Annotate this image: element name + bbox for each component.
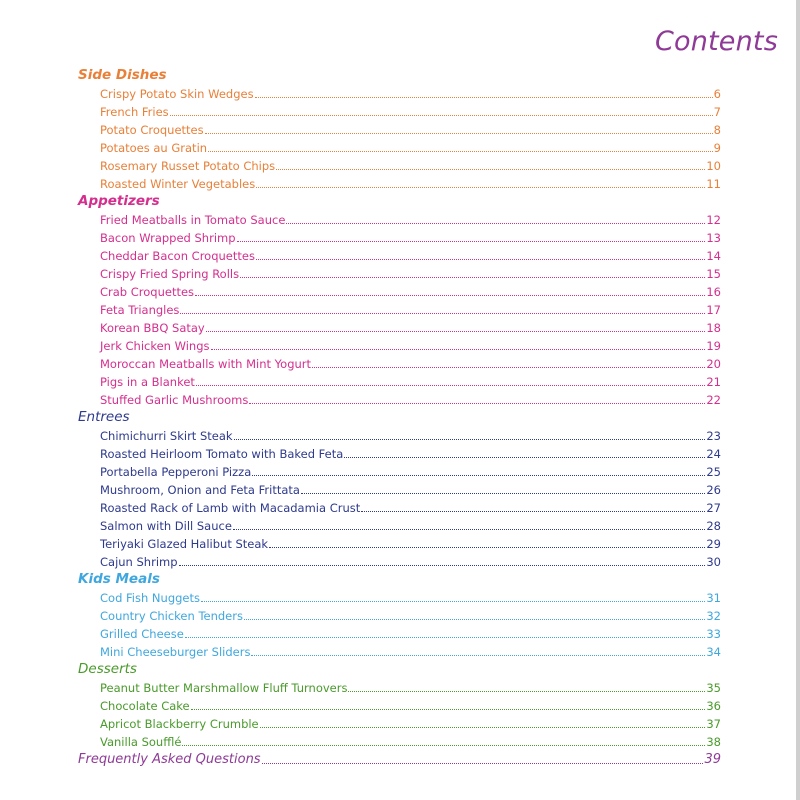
entry-label: Stuffed Garlic Mushrooms: [100, 393, 249, 407]
dot-leader: [276, 169, 705, 170]
page-number: 24: [706, 447, 721, 461]
toc-entry[interactable]: [78, 714, 721, 732]
toc-entry[interactable]: [78, 516, 721, 534]
dot-leader: [361, 511, 705, 512]
entry-label: Crab Croquettes: [100, 285, 195, 299]
toc-entry[interactable]: [78, 552, 721, 570]
entry-label: Potato Croquettes: [100, 123, 204, 137]
entry-label: Crispy Potato Skin Wedges: [100, 87, 254, 101]
toc-entry[interactable]: [78, 174, 721, 192]
entry-label: Teriyaki Glazed Halibut Steak: [100, 537, 269, 551]
toc-entry[interactable]: [78, 588, 721, 606]
entry-label: Korean BBQ Satay: [100, 321, 205, 335]
page-number: 37: [706, 717, 721, 731]
page-number: 29: [706, 537, 721, 551]
section-header: Entrees: [78, 409, 130, 425]
dot-leader: [170, 115, 713, 116]
toc-entry[interactable]: [78, 732, 721, 750]
dot-leader: [240, 277, 705, 278]
page-number: 19: [706, 339, 721, 353]
entry-label: Frequently Asked Questions: [78, 752, 261, 767]
toc-entry[interactable]: [78, 246, 721, 264]
section-header: Appetizers: [78, 193, 160, 209]
section-header: Desserts: [78, 661, 137, 677]
entry-label: Cheddar Bacon Croquettes: [100, 249, 255, 263]
entry-label: Potatoes au Gratin: [100, 141, 208, 155]
dot-leader: [182, 745, 705, 746]
entry-label: Roasted Heirloom Tomato with Baked Feta: [100, 447, 344, 461]
dot-leader: [234, 439, 706, 440]
page-number: 31: [706, 591, 721, 605]
toc-entry[interactable]: [78, 210, 721, 228]
dot-leader: [211, 349, 706, 350]
dot-leader: [208, 151, 713, 152]
toc-entry[interactable]: [78, 354, 721, 372]
page-number: 33: [706, 627, 721, 641]
entry-label: Cod Fish Nuggets: [100, 591, 200, 605]
entry-label: Jerk Chicken Wings: [100, 339, 210, 353]
entry-label: Roasted Winter Vegetables: [100, 177, 256, 191]
dot-leader: [180, 313, 705, 314]
toc-entry-faq[interactable]: [78, 750, 721, 768]
entry-label: Grilled Cheese: [100, 627, 184, 641]
dot-leader: [206, 331, 706, 332]
dot-leader: [191, 709, 706, 710]
dot-leader: [244, 619, 705, 620]
dot-leader: [348, 691, 705, 692]
section-header: Side Dishes: [78, 67, 167, 83]
page-number: 25: [706, 465, 721, 479]
toc-entry[interactable]: [78, 138, 721, 156]
dot-leader: [269, 547, 705, 548]
entry-label: Bacon Wrapped Shrimp: [100, 231, 236, 245]
toc-entry[interactable]: [78, 624, 721, 642]
entry-label: Portabella Pepperoni Pizza: [100, 465, 252, 479]
entry-label: Moroccan Meatballs with Mint Yogurt: [100, 357, 312, 371]
page-title: Contents: [654, 26, 778, 57]
dot-leader: [256, 259, 705, 260]
page-number: 35: [706, 681, 721, 695]
dot-leader: [233, 529, 705, 530]
toc-entry[interactable]: [78, 534, 721, 552]
dot-leader: [344, 457, 705, 458]
entry-label: Cajun Shrimp: [100, 555, 178, 569]
page-number: 6: [713, 87, 721, 101]
dot-leader: [301, 493, 705, 494]
dot-leader: [205, 133, 713, 134]
toc-entry[interactable]: [78, 498, 721, 516]
entry-label: Chimichurri Skirt Steak: [100, 429, 233, 443]
page-number: 27: [706, 501, 721, 515]
page-number: 15: [706, 267, 721, 281]
toc-entry[interactable]: [78, 480, 721, 498]
page-number: 30: [706, 555, 721, 569]
toc-entry[interactable]: [78, 318, 721, 336]
section-desserts: [78, 660, 721, 750]
entry-label: Chocolate Cake: [100, 699, 190, 713]
toc-entry[interactable]: [78, 336, 721, 354]
page-number: 21: [706, 375, 721, 389]
page-number: 26: [706, 483, 721, 497]
dot-leader: [201, 601, 705, 602]
page-number: 16: [706, 285, 721, 299]
dot-leader: [312, 367, 705, 368]
page-number: 39: [704, 752, 721, 767]
page-number: 10: [706, 159, 721, 173]
page-number: 32: [706, 609, 721, 623]
page-number: 18: [706, 321, 721, 335]
page-number: 20: [706, 357, 721, 371]
entry-label: Mushroom, Onion and Feta Frittata: [100, 483, 300, 497]
page-number: 38: [706, 735, 721, 749]
dot-leader: [252, 475, 705, 476]
dot-leader: [196, 385, 705, 386]
toc-entry[interactable]: [78, 228, 721, 246]
entry-label: Peanut Butter Marshmallow Fluff Turnovers: [100, 681, 348, 695]
section-side-dishes: [78, 66, 721, 192]
dot-leader: [256, 187, 705, 188]
dot-leader: [251, 655, 705, 656]
page-number: 12: [706, 213, 721, 227]
dot-leader: [195, 295, 705, 296]
section-header: Kids Meals: [78, 571, 160, 587]
toc-entry[interactable]: [78, 156, 721, 174]
toc-entry[interactable]: [78, 120, 721, 138]
section-entrees: [78, 408, 721, 570]
page-number: 11: [706, 177, 721, 191]
toc-entry[interactable]: [78, 606, 721, 624]
page-number: 36: [706, 699, 721, 713]
dot-leader: [249, 403, 705, 404]
entry-label: Roasted Rack of Lamb with Macadamia Crust: [100, 501, 361, 515]
toc-entry[interactable]: [78, 426, 721, 444]
toc-entry[interactable]: [78, 282, 721, 300]
entry-label: Vanilla Soufflé: [100, 735, 182, 749]
page-number: 7: [713, 105, 721, 119]
section-kids-meals: [78, 570, 721, 660]
entry-label: Salmon with Dill Sauce: [100, 519, 232, 533]
page-number: 22: [706, 393, 721, 407]
page-edge: [796, 0, 800, 800]
page-number: 28: [706, 519, 721, 533]
page-number: 34: [706, 645, 721, 659]
entry-label: French Fries: [100, 105, 169, 119]
table-of-contents: [78, 66, 721, 768]
toc-entry[interactable]: [78, 444, 721, 462]
page-number: 13: [706, 231, 721, 245]
entry-label: Mini Cheeseburger Sliders: [100, 645, 251, 659]
dot-leader: [262, 763, 704, 764]
entry-label: Feta Triangles: [100, 303, 180, 317]
toc-entry[interactable]: [78, 264, 721, 282]
toc-entry[interactable]: [78, 678, 721, 696]
entry-label: Rosemary Russet Potato Chips: [100, 159, 276, 173]
entry-label: Apricot Blackberry Crumble: [100, 717, 259, 731]
page-number: 9: [713, 141, 721, 155]
dot-leader: [255, 97, 713, 98]
toc-entry[interactable]: [78, 462, 721, 480]
toc-entry[interactable]: [78, 642, 721, 660]
toc-entry[interactable]: [78, 102, 721, 120]
entry-label: Fried Meatballs in Tomato Sauce: [100, 213, 286, 227]
toc-entry[interactable]: [78, 372, 721, 390]
toc-entry[interactable]: [78, 300, 721, 318]
dot-leader: [237, 241, 706, 242]
entry-label: Pigs in a Blanket: [100, 375, 195, 389]
dot-leader: [260, 727, 706, 728]
section-appetizers: [78, 192, 721, 408]
dot-leader: [286, 223, 705, 224]
dot-leader: [179, 565, 706, 566]
page-number: 23: [706, 429, 721, 443]
page-number: 8: [713, 123, 721, 137]
toc-entry[interactable]: [78, 390, 721, 408]
dot-leader: [185, 637, 706, 638]
toc-entry[interactable]: [78, 696, 721, 714]
entry-label: Crispy Fried Spring Rolls: [100, 267, 240, 281]
toc-entry[interactable]: [78, 84, 721, 102]
page-number: 17: [706, 303, 721, 317]
entry-label: Country Chicken Tenders: [100, 609, 243, 623]
page-number: 14: [706, 249, 721, 263]
